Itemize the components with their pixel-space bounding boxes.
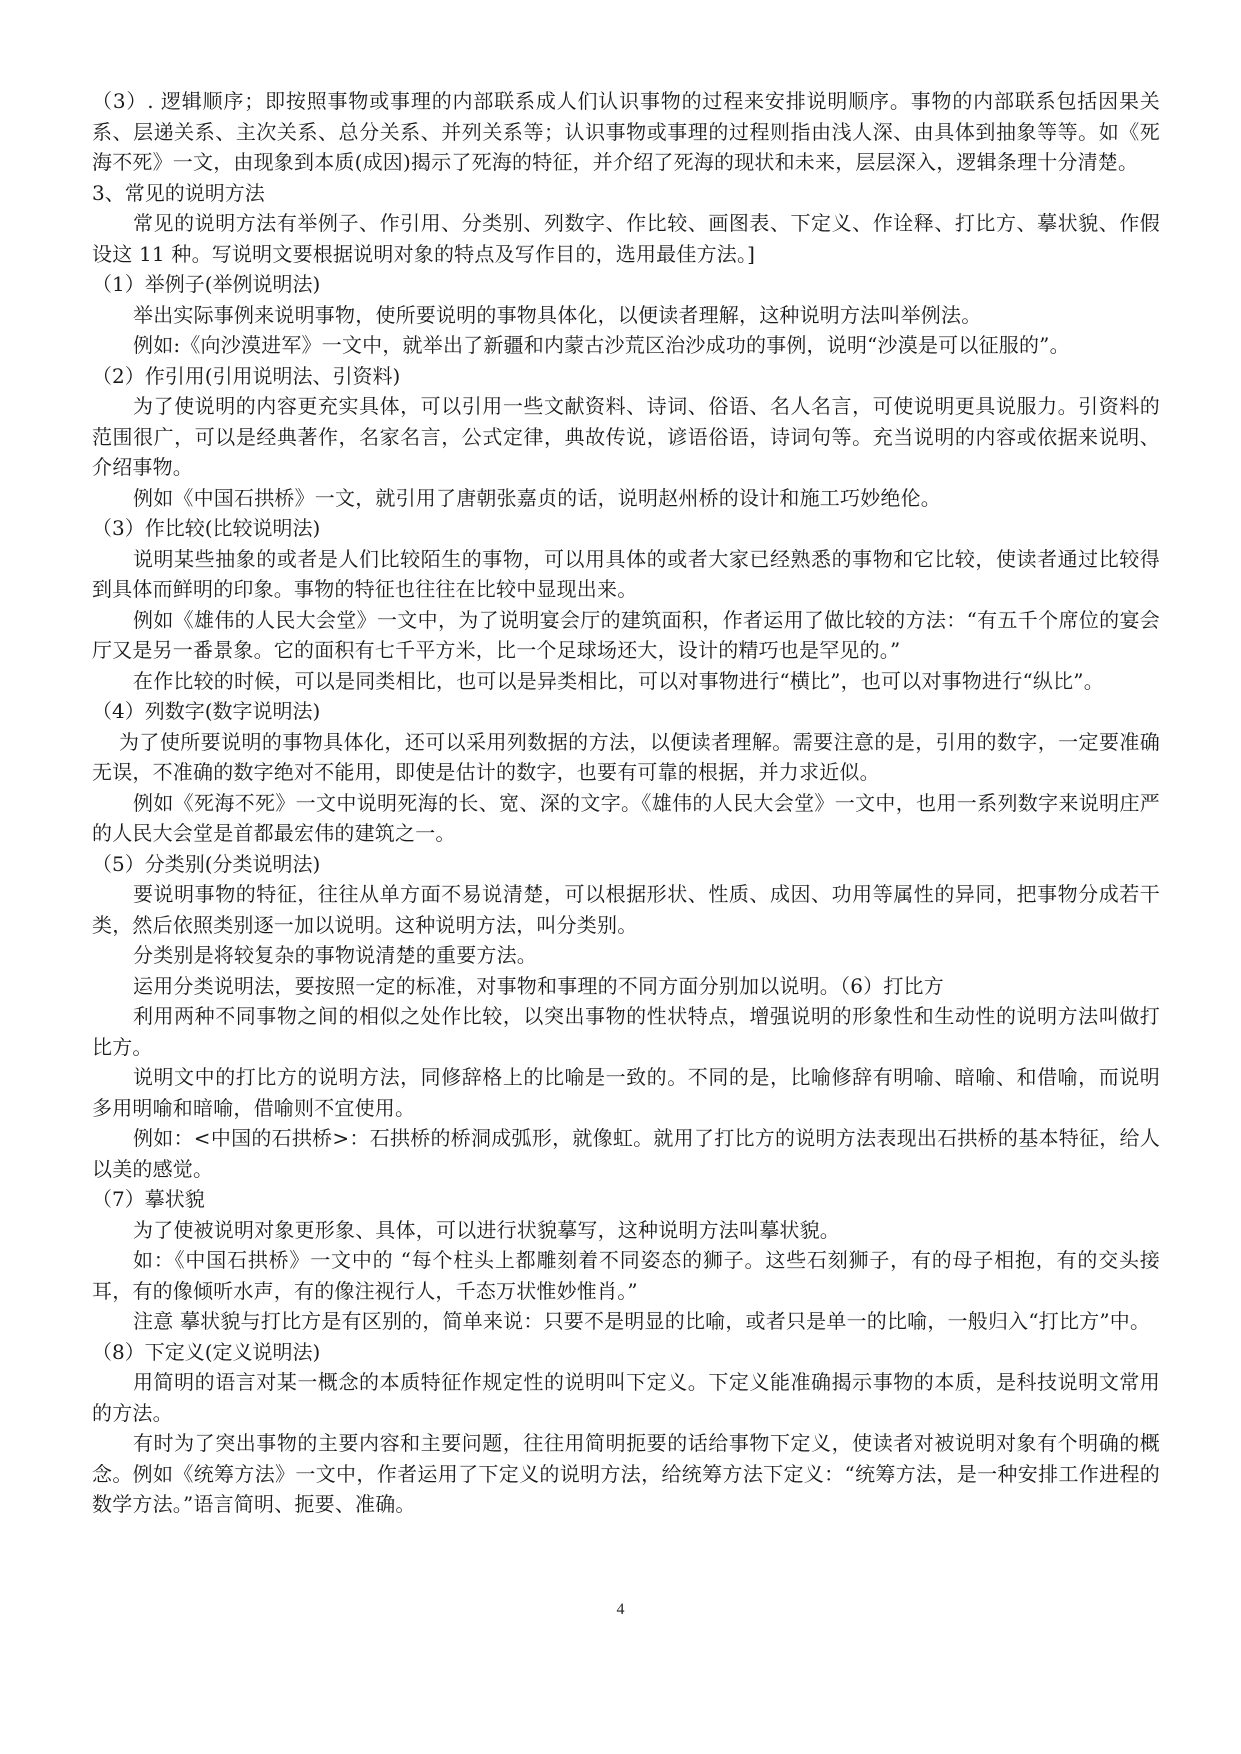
paragraph-classification-usage: 运用分类说明法，要按照一定的标准，对事物和事理的不同方面分别加以说明。（6）打比方: [133, 973, 944, 998]
paragraph-comparison-instance: 例如《雄伟的人民大会堂》一文中，为了说明宴会厅的建筑面积，作者运用了做比较的方法：“有五千个席位的宴会厅又是另一番景象。它的面积有七千平方米，比一个足球场还大，设计的精巧也是罕见的。”: [92, 607, 1160, 662]
subheading-definition: （8）下定义(定义说明法): [92, 1339, 321, 1364]
paragraph-definition-definition: 用简明的语言对某一概念的本质特征作规定性的说明叫下定义。下定义能准确揭示事物的本质，是科技说明文常用的方法。: [92, 1370, 1160, 1425]
paragraph-metaphor-note: 说明文中的打比方的说明方法，同修辞格上的比喻是一致的。不同的是，比喻修辞有明喻、暗喻、和借喻，而说明多用明喻和暗喻，借喻则不宜使用。: [92, 1065, 1160, 1120]
paragraph-example-definition: 举出实际事例来说明事物，使所要说明的事物具体化，以便读者理解，这种说明方法叫举例法。: [133, 302, 982, 327]
paragraph-classification-importance: 分类别是将较复杂的事物说清楚的重要方法。: [133, 943, 537, 967]
paragraph-methods-overview: 常见的说明方法有举例子、作引用、分类别、列数字、作比较、画图表、下定义、作诠释、打比方、摹状貌、作假设这 11 种。写说明文要根据说明对象的特点及写作目的，选用最佳方法。]: [92, 211, 1160, 266]
paragraph-description-note: 注意 摹状貌与打比方是有区别的，简单来说：只要不是明显的比喻，或者只是单一的比喻，一般归入“打比方”中。: [133, 1309, 1151, 1333]
paragraph-description-definition: 为了使被说明对象更形象、具体，可以进行状貌摹写，这种说明方法叫摹状貌。: [133, 1217, 840, 1242]
paragraph-metaphor-instance: 例如：<中国的石拱桥>：石拱桥的桥洞成弧形，就像虹。就用了打比方的说明方法表现出石拱桥的基本特征，给人以美的感觉。: [92, 1126, 1160, 1181]
paragraph-comparison-note: 在作比较的时候，可以是同类相比，也可以是异类相比，可以对事物进行“横比”，也可以对事物进行“纵比”。: [133, 668, 1104, 693]
paragraph-classification-definition: 要说明事物的特征，往往从单方面不易说清楚，可以根据形状、性质、成因、功用等属性的异同，把事物分成若干类，然后依照类别逐一加以说明。这种说明方法，叫分类别。: [92, 882, 1160, 937]
page-number: 4: [616, 1601, 625, 1618]
paragraph-citation-instance: 例如《中国石拱桥》一文，就引用了唐朝张嘉贞的话，说明赵州桥的设计和施工巧妙绝伦。: [133, 485, 941, 510]
paragraph-numbers-definition: 为了使所要说明的事物具体化，还可以采用列数据的方法，以便读者理解。需要注意的是，引用的数字，一定要准确无误，不准确的数字绝对不能用，即使是估计的数字，也要有可靠的根据，并力求近似。: [92, 729, 1160, 784]
paragraph-metaphor-definition: 利用两种不同事物之间的相似之处作比较，以突出事物的性状特点，增强说明的形象性和生动性的说明方法叫做打比方。: [92, 1004, 1160, 1059]
paragraph-citation-definition: 为了使说明的内容更充实具体，可以引用一些文献资料、诗词、俗语、名人名言，可使说明更具说服力。引资料的范围很广，可以是经典著作，名家名言，公式定律，典故传说，谚语俗语，诗词句等。充当说明的内容或依据来说明、介绍事物。: [92, 394, 1160, 479]
subheading-example: （1）举例子(举例说明法): [92, 272, 321, 296]
paragraph-description-instance: 如：《中国石拱桥》一文中的 “每个柱头上都雕刻着不同姿态的狮子。这些石刻狮子，有的母子相抱，有的交头接耳，有的像倾听水声，有的像注视行人，千态万状惟妙惟肖。”: [92, 1248, 1160, 1303]
section-heading-methods: 3、常见的说明方法: [92, 180, 265, 205]
paragraph-numbers-instance: 例如《死海不死》一文中说明死海的长、宽、深的文字。《雄伟的人民大会堂》一文中，也用一系列数字来说明庄严的人民大会堂是首都最宏伟的建筑之一。: [92, 790, 1160, 845]
paragraph-definition-instance: 有时为了突出事物的主要内容和主要问题，往往用简明扼要的话给事物下定义，使读者对被说明对象有个明确的概念。例如《统筹方法》一文中，作者运用了下定义的说明方法，给统筹方法下定义：“统筹方法，是一种安排工作进程的数学方法。”语言简明、扼要、准确。: [92, 1431, 1160, 1516]
subheading-numbers: （4）列数字(数字说明法): [92, 699, 321, 723]
subheading-description: （7）摹状貌: [92, 1187, 205, 1211]
document-page: [92, 86, 1160, 1520]
paragraph-example-instance: 例如:《向沙漠进军》一文中，就举出了新疆和内蒙古沙荒区治沙成功的事例，说明“沙漠是可以征服的”。: [133, 333, 1070, 357]
subheading-comparison: （3）作比较(比较说明法): [92, 516, 321, 540]
subheading-citation: （2）作引用(引用说明法、引资料): [92, 363, 401, 388]
subheading-classification: （5）分类别(分类说明法): [92, 851, 321, 876]
paragraph-logical-order: （3）. 逻辑顺序；即按照事物或事理的内部联系成人们认识事物的过程来安排说明顺序。事物的内部联系包括因果关系、层递关系、主次关系、总分关系、并列关系等；认识事物或事理的过程则指由浅人深、由具体到抽象等等。如《死海不死》一文，由现象到本质(成因)揭示了死海的特征，并介绍了死海的现状和未来，层层深入，逻辑条理十分清楚。: [92, 89, 1160, 174]
paragraph-comparison-definition: 说明某些抽象的或者是人们比较陌生的事物，可以用具体的或者大家已经熟悉的事物和它比较，使读者通过比较得到具体而鲜明的印象。事物的特征也往往在比较中显现出来。: [92, 546, 1160, 601]
